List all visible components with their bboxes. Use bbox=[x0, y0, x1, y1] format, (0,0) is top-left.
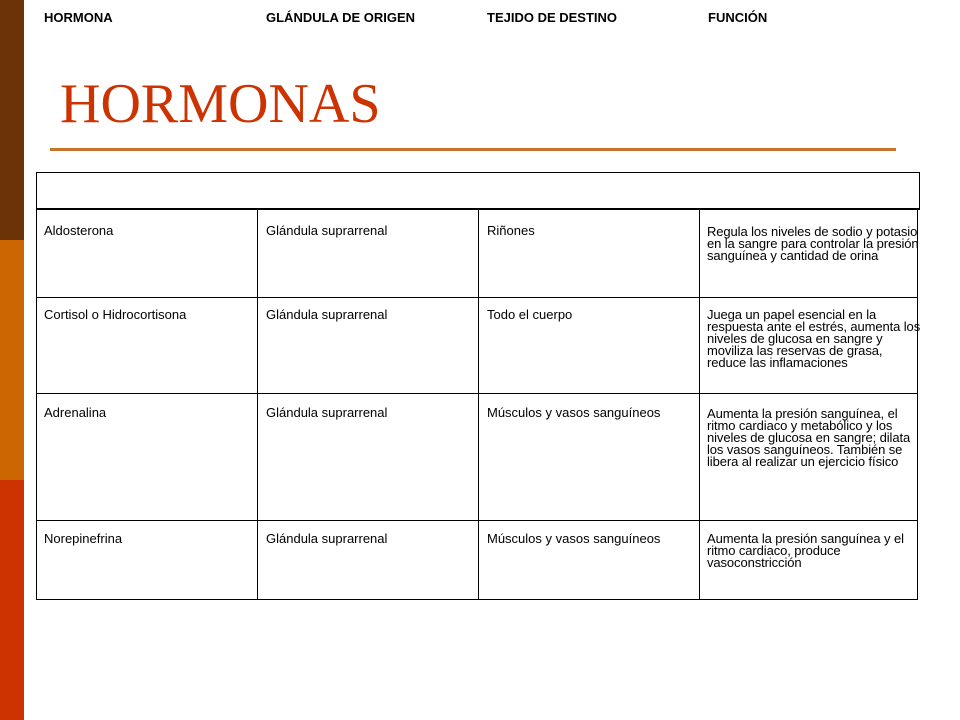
table-cell-hormona: Adrenalina bbox=[44, 405, 107, 420]
column-divider bbox=[257, 210, 258, 600]
table-cell-tejido: Riñones bbox=[487, 223, 535, 238]
header-glandula: GLÁNDULA DE ORIGEN bbox=[266, 10, 416, 25]
table-cell-hormona: Norepinefrina bbox=[44, 531, 123, 546]
table-header-row bbox=[36, 172, 920, 210]
title-underline bbox=[50, 148, 896, 151]
accent-bar-bottom bbox=[0, 480, 24, 720]
table-cell-hormona: Aldosterona bbox=[44, 223, 114, 238]
accent-bar-top bbox=[0, 0, 24, 240]
table-cell-hormona: Cortisol o Hidrocortisona bbox=[44, 307, 187, 322]
table-cell-glandula: Glándula suprarrenal bbox=[266, 531, 388, 546]
header-hormona: HORMONA bbox=[44, 10, 113, 25]
row-divider bbox=[36, 393, 918, 394]
table-cell-funcion: Juega un papel esencial en la respuesta ante el estrés, aumenta los niveles de glucosa en sangre y moviliza las reservas de grasa, reduce las inflamaciones bbox=[707, 307, 921, 370]
slide-title: HORMONAS bbox=[60, 73, 381, 135]
column-divider bbox=[478, 210, 479, 600]
table-cell-glandula: Glándula suprarrenal bbox=[266, 307, 388, 322]
table-cell-glandula: Glándula suprarrenal bbox=[266, 405, 388, 420]
table-cell-funcion: Regula los niveles de sodio y potasio en la sangre para controlar la presión sanguínea y cantidad de orina bbox=[707, 224, 919, 263]
table-cell-funcion: Aumenta la presión sanguínea, el ritmo cardiaco y metabólico y los niveles de glucosa en sangre; dilata los vasos sanguíneos. También se libera al realizar un ejercicio físico bbox=[707, 406, 911, 469]
header-tejido: TEJIDO DE DESTINO bbox=[487, 10, 618, 25]
table-cell-funcion: Aumenta la presión sanguínea y el ritmo cardiaco, produce vasoconstricción bbox=[707, 531, 904, 570]
row-divider bbox=[36, 520, 918, 521]
accent-bar-middle bbox=[0, 240, 24, 480]
header-funcion: FUNCIÓN bbox=[708, 10, 768, 25]
table-cell-tejido: Músculos y vasos sanguíneos bbox=[487, 531, 661, 546]
table-cell-tejido: Músculos y vasos sanguíneos bbox=[487, 405, 661, 420]
row-divider bbox=[36, 297, 918, 298]
table-cell-glandula: Glándula suprarrenal bbox=[266, 223, 388, 238]
table-cell-tejido: Todo el cuerpo bbox=[487, 307, 573, 322]
column-divider bbox=[699, 210, 700, 600]
